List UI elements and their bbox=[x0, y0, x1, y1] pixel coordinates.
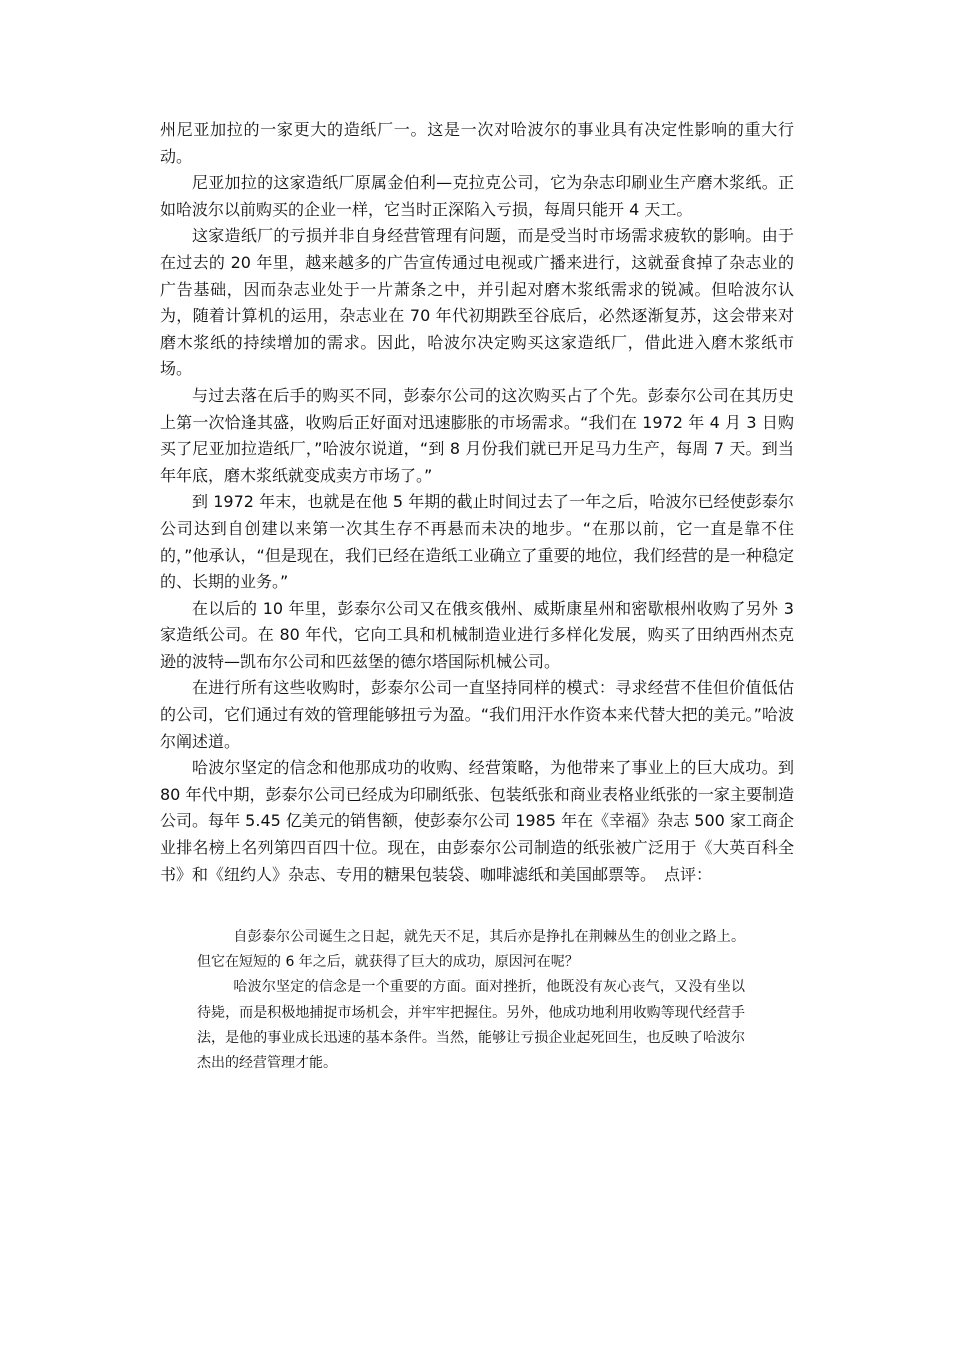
article-paragraph-5: 到 1972 年末，也就是在他 5 年期的截止时间过去了一年之后，哈波尔已经使彭泰尔公司达到自创建以来第一次其生存不再悬而未决的地步。“在那以前，它一直是靠不住的，”他承认，“但是现在，我们已经在造纸工业确立了重要的地位，我们经营的是一种稳定的、长期的业务。” bbox=[160, 492, 794, 592]
comment-block bbox=[197, 925, 745, 1076]
comment-label: 点评： bbox=[664, 864, 713, 884]
article-paragraph-8 bbox=[160, 755, 794, 888]
article-paragraph-7: 在进行所有这些收购时，彭泰尔公司一直坚持同样的模式：寻求经营不佳但价值低估的公司，它们通过有效的管理能够扭亏为盈。“我们用汗水作资本来代替大把的美元。”哈波尔阐述道。 bbox=[160, 678, 794, 751]
comment-paragraph-1: 自彭泰尔公司诞生之日起，就先天不足，其后亦是挣扎在荆棘丛生的创业之路上。但它在短短的 6 年之后，就获得了巨大的成功，原因河在呢？ bbox=[197, 929, 745, 971]
comment-paragraph-2: 哈波尔坚定的信念是一个重要的方面。面对挫折，他既没有灰心丧气，又没有坐以待毙，而是积极地捕捉市场机会，并牢牢把握住。另外，他成功地利用收购等现代经营手法，是他的事业成长迅速的基本条件。当然，能够让亏损企业起死回生，也反映了哈波尔杰出的经营管理才能。 bbox=[197, 979, 745, 1072]
article-paragraph-3: 这家造纸厂的亏损并非自身经营管理有问题，而是受当时市场需求疲软的影响。由于在过去的 20 年里，越来越多的广告宣传通过电视或广播来进行，这就蚕食掉了杂志业的广告基础，因而杂志业处于一片萧条之中，并引起对磨木浆纸需求的锐减。但哈波尔认为，随着计算机的运用，杂志业在 70 年代初期跌至谷底后，必然逐渐复苏，这会带来对磨木浆纸的持续增加的需求。因此，哈波尔决定购买这家造纸厂，借此进入磨木浆纸市场。 bbox=[160, 226, 794, 379]
article-paragraph-4: 与过去落在后手的购买不同，彭泰尔公司的这次购买占了个先。彭泰尔公司在其历史上第一次恰逢其盛，收购后正好面对迅速膨胀的市场需求。“我们在 1972 年 4 月 3 日购买了尼亚加拉造纸厂，”哈波尔说道，“到 8 月份我们就已开足马力生产，每周 7 天。到当年年底，磨木浆纸就变成卖方市场了。” bbox=[160, 385, 794, 485]
article-paragraph-2: 尼亚加拉的这家造纸厂原属金伯利—克拉克公司，它为杂志印刷业生产磨木浆纸。正如哈波尔以前购买的企业一样，它当时正深陷入亏损，每周只能开 4 天工。 bbox=[160, 173, 794, 219]
article-paragraph-8-text: 哈波尔坚定的信念和他那成功的收购、经营策略，为他带来了事业上的巨大成功。到 80 年代中期，彭泰尔公司已经成为印刷纸张、包装纸张和商业表格业纸张的一家主要制造公司。每年 5.45 亿美元的销售额，使彭泰尔公司 1985 年在《幸福》杂志 500 家工商企业排名榜上名列第四百四十位。现在，由彭泰尔公司制造的纸张被广泛用于《大英百科全书》和《纽约人》杂志、专用的糖果包装袋、咖啡滤纸和美国邮票等。 bbox=[160, 758, 794, 884]
article-body bbox=[160, 117, 794, 888]
article-paragraph-6: 在以后的 10 年里，彭泰尔公司又在俄亥俄州、威斯康星州和密歇根州收购了另外 3 家造纸公司。在 80 年代，它向工具和机械制造业进行多样化发展，购买了田纳西州杰克逊的波特—凯布尔公司和匹兹堡的德尔塔国际机械公司。 bbox=[160, 598, 794, 671]
article-paragraph-1: 州尼亚加拉的一家更大的造纸厂一。这是一次对哈波尔的事业具有决定性影响的重大行动。 bbox=[160, 120, 794, 166]
